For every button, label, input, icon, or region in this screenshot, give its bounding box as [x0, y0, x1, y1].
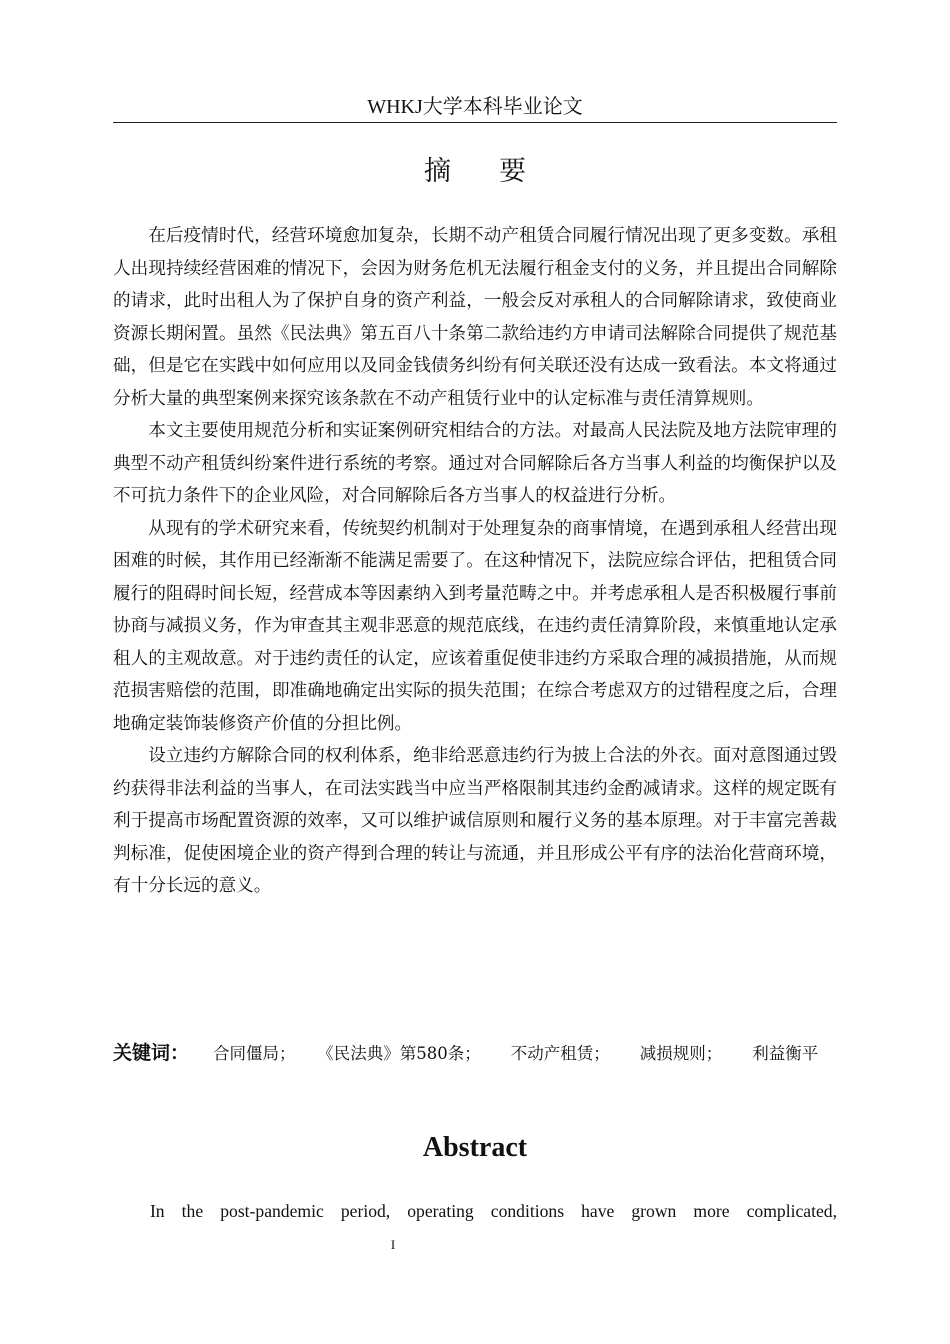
paragraph-4: 设立违约方解除合同的权利体系，绝非给恶意违约行为披上合法的外衣。面对意图通过毁约获得非法利益的当事人，在司法实践当中应当严格限制其违约金酌减请求。这样的规定既有利于提高市场配置资源的效率，又可以维护诚信原则和履行义务的基本原理。对于丰富完善裁判标准，促使困境企业的资产得到合理的转让与流通，并且形成公平有序的法治化营商环境，有十分长远的意义。: [113, 746, 837, 896]
header-latin: WHKJ: [367, 96, 423, 118]
keywords-line: [113, 1039, 837, 1068]
keyword-item: 减损规则；: [639, 1044, 723, 1063]
page-header: [113, 92, 837, 123]
abstract-title: Abstract: [422, 1132, 528, 1163]
paragraph-3: 从现有的学术研究来看，传统契约机制对于处理复杂的商事情境，在遇到承租人经营出现困难的时候，其作用已经渐渐不能满足需要了。在这种情况下，法院应综合评估，把租赁合同履行的阻碍时间长短，经营成本等因素纳入到考量范畴之中。并考虑承租人是否积极履行事前协商与减损义务，作为审查其主观非恶意的规范底线，在违约责任清算阶段，来慎重地认定承租人的主观故意。对于违约责任的认定，应该着重促使非违约方采取合理的减损措施，从而规范损害赔偿的范围，即准确地确定出实际的损失范围；在综合考虑双方的过错程度之后，合理地确定装饰装修资产价值的分担比例。: [113, 518, 837, 734]
keyword-item: 合同僵局；: [213, 1044, 296, 1063]
keyword-item: 《民法典》第580条；: [325, 1044, 481, 1063]
header-cjk: 大学本科毕业论文: [422, 94, 583, 118]
keyword-item: 利益衡平: [752, 1044, 819, 1063]
abstract-body-cn: [113, 220, 837, 903]
keyword-item: 不动产租赁；: [510, 1044, 610, 1063]
keywords-label: 关键词：: [113, 1042, 190, 1064]
paragraph-1: 在后疫情时代，经营环境愈加复杂，长期不动产租赁合同履行情况出现了更多变数。承租人出现持续经营困难的情况下，会因为财务危机无法履行租金支付的义务，并且提出合同解除的请求，此时出租人为了保护自身的资产利益，一般会反对承租人的合同解除请求，致使商业资源长期闲置。虽然《民法典》第五百八十条第二款给违约方申请司法解除合同提供了规范基础，但是它在实践中如何应用以及同金钱债务纠纷有何关联还没有达成一致看法。本文将通过分析大量的典型案例来探究该条款在不动产租赁行业中的认定标准与责任清算规则。: [113, 226, 837, 409]
page-number: I: [390, 1237, 396, 1252]
paragraph-2: 本文主要使用规范分析和实证案例研究相结合的方法。对最高人民法院及地方法院审理的典型不动产租赁纠纷案件进行系统的考察。通过对合同解除后各方当事人利益的均衡保护以及不可抗力条件下的企业风险，对合同解除后各方当事人的权益进行分析。: [113, 421, 837, 506]
abstract-first-line: In the post-pandemic period, operating conditions have grown more complicated,: [149, 1201, 837, 1221]
page-title: 摘要: [424, 156, 574, 187]
